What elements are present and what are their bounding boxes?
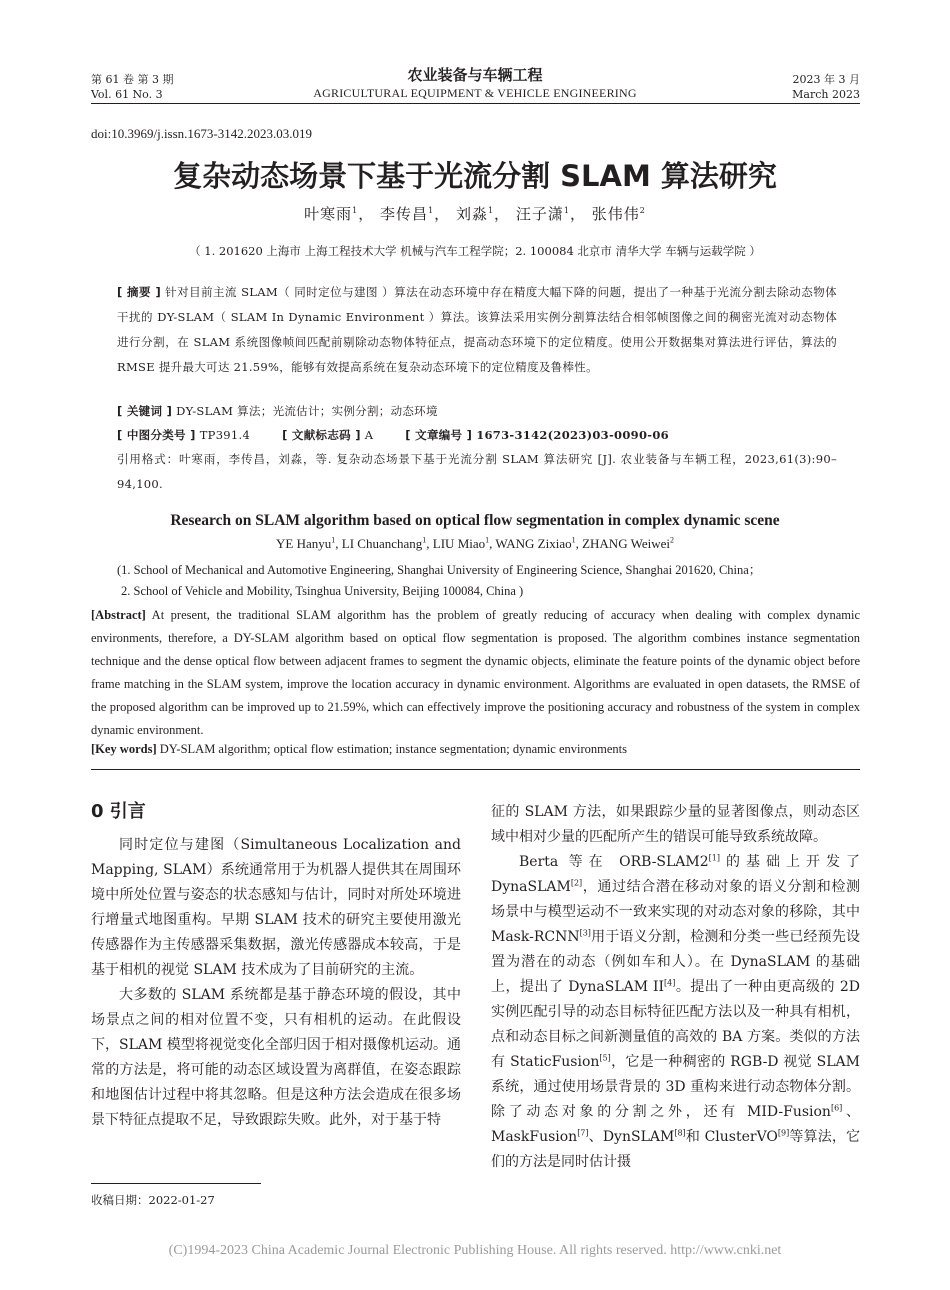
abstract-en-label: [Abstract]	[91, 608, 146, 622]
abstract-zh-label: [ 摘要 ]	[117, 285, 162, 299]
section-heading: 0 引言	[91, 801, 146, 822]
doi: doi:10.3969/j.issn.1673-3142.2023.03.019	[91, 126, 313, 141]
keywords-zh-label: [ 关键词 ]	[117, 404, 173, 418]
keywords-en-label: [Key words]	[91, 742, 157, 756]
abstract-zh-text: 针对目前主流 SLAM（ 同时定位与建图 ）算法在动态环境中存在精度大幅下降的问题，提出了一种基于光流分割去除动态物体干扰的 DY-SLAM（ SLAM In Dynamic Environment ）算法。该算法采用实例分割算法结合相邻帧图像之间的稠密光流对动态物体进行分割，在 SLAM 系统图像帧间匹配前剔除动态物体特征点，提高动态环境下的定位精度。使用公开数据集对算法进行评估，算法的 RMSE 提升最大可达 21.59%，能够有效提高系统在复杂动态环境下的定位精度及鲁棒性。	[117, 285, 837, 374]
abstract-en-text: At present, the traditional SLAM algorithm has the problem of greatly reducing of accuracy when dealing with complex dynamic environments, therefore, a DY-SLAM algorithm based on optical flow segmentation is proposed. The algorithm combines instance segmentation technique and the dense optical flow between adjacent frames to segment the dynamic objects, eliminate the feature points of the dynamic object before frame matching in the SLAM system, improve the location accuracy in dynamic environment. Algorithms are evaluated in open datasets, the RMSE of the proposed algorithm can be improved up to 21.59%, which can effectively improve the positioning accuracy and robustness of the system in complex dynamic environment.	[91, 608, 860, 737]
clc-label: [ 中图分类号 ]	[117, 428, 196, 442]
abstract-zh	[117, 280, 837, 380]
date-en: March 2023	[792, 88, 860, 101]
keywords-en-text: DY-SLAM algorithm; optical flow estimation; instance segmentation; dynamic environments	[159, 742, 628, 756]
left-column	[91, 833, 461, 1133]
author-en: LIU Miao	[432, 536, 486, 551]
journal-title-zh: 农业装备与车辆工程	[407, 66, 543, 84]
clc-value: TP391.4	[199, 428, 251, 442]
right-column	[491, 800, 860, 1175]
citation	[117, 447, 837, 497]
author-en: LI Chuanchang	[341, 536, 423, 551]
ref-8[interactable]: [8]	[674, 1128, 686, 1138]
keywords-en	[91, 738, 860, 761]
right-paragraph-1: Berta 等在 ORB-SLAM2[1]的基础上开发了 DynaSLAM[2]，通过结合潜在移动对象的语义分割和检测场景中与模型运动不一致来实现的对动态对象的移除，其中 Mask-RCNN[3]用于语义分割，检测和分类一些已经预先设置为潜在的动态（例如车和人）。在 DynaSLAM 的基础上，提出了 DynaSLAM II[4]。提出了一种由更高级的 2D 实例匹配引导的动态目标特征匹配方法以及一种具有相机，点和动态目标之间新测量值的高效的 BA 方案。类似的方法有 StaticFusion[5]，它是一种稠密的 RGB-D 视觉 SLAM 系统，通过使用场景背景的 3D 重构来进行动态物体分割。除了动态对象的分割之外，还有 MID-Fusion[6]、MaskFusion[7]、DynSLAM[8]和 ClusterVO[9]等算法，它们的方法是同时估计摄	[491, 853, 861, 1170]
issue-zh: 第 61 卷 第 3 期	[91, 73, 174, 86]
keywords-zh-text: DY-SLAM 算法；光流估计；实例分割；动态环境	[176, 404, 438, 418]
article-no-label: [ 文章编号 ]	[405, 428, 473, 442]
author-zh: 汪子潇	[515, 205, 564, 223]
ref-3[interactable]: [3]	[579, 928, 591, 938]
paper-title-zh: 复杂动态场景下基于光流分割 SLAM 算法研究	[173, 159, 777, 193]
authors-en: YE Hanyu$^1$, LI Chuanchang$^1$, LIU Miao$^1$, WANG Zixiao$^1$, ZHANG Weiwei$^2$	[276, 535, 674, 551]
authors-zh: 叶寒雨$^1$， 李传昌$^1$， 刘淼$^1$， 汪子潇$^1$， 张伟伟$^2$	[304, 205, 646, 223]
paper-title-en: Research on SLAM algorithm based on optical flow segmentation in complex dynamic scene	[170, 512, 780, 529]
abstract-en	[91, 604, 860, 742]
right-paragraph-0: 征的 SLAM 方法，如果跟踪少量的显著图像点，则动态区域中相对少量的匹配所产生的错误可能导致系统故障。	[491, 804, 860, 845]
doc-code-value: A	[364, 428, 374, 442]
ref-9[interactable]: [9]	[777, 1128, 790, 1138]
intro-paragraph-2: 大多数的 SLAM 系统都是基于静态环境的假设，其中场景点之间的相对位置不变，只有相机的运动。在此假设下，SLAM 模型将视觉变化全部归因于相对摄像机运动。通常的方法是，将可能的动态区域设置为离群值，在姿态跟踪和地图估计过程中将其忽略。但是这种方法会造成在很多场景下特征点提取不足，导致跟踪失败。此外，对于基于特	[91, 987, 461, 1128]
ref-5[interactable]: [5]	[599, 1053, 611, 1063]
intro-paragraph-1: 同时定位与建图（Simultaneous Localization and Mapping, SLAM）系统通常用于为机器人提供其在周围环境中所处位置与姿态的状态感知与估计，同时对所处环境进行增量式地图重构。早期 SLAM 技术的研究主要使用激光传感器作为主传感器采集数据，激光传感器成本较高，于是基于相机的视觉 SLAM 技术成为了目前研究的主流。	[91, 837, 461, 978]
abstract-rule	[91, 769, 860, 770]
author-zh: 张伟伟	[591, 205, 640, 223]
received-date: 收稿日期：2022-01-27	[91, 1193, 215, 1207]
author-en: YE Hanyu	[276, 536, 332, 551]
ref-4[interactable]: [4]	[664, 978, 676, 988]
author-zh: 李传昌	[380, 205, 429, 223]
citation-label: 引用格式：	[117, 452, 180, 466]
ref-2[interactable]: [2]	[570, 878, 583, 888]
footnote-rule	[91, 1183, 261, 1184]
issue-en: Vol. 61 No. 3	[91, 88, 163, 101]
header-rule	[91, 103, 860, 104]
affiliations-zh: （ 1. 201620 上海市 上海工程技术大学 机械与汽车工程学院；2. 100084 北京市 清华大学 车辆与运载学院 ）	[189, 244, 761, 258]
affiliation-en-1: (1. School of Mechanical and Automotive Engineering, Shanghai University of Engineering Science, Shanghai 201620, China；	[117, 563, 762, 577]
author-en: ZHANG Weiwei	[582, 536, 670, 551]
ref-7[interactable]: [7]	[577, 1128, 589, 1138]
author-zh: 叶寒雨	[304, 205, 353, 223]
article-no-value: 1673-3142(2023)03-0090-06	[476, 428, 669, 442]
ref-1[interactable]: [1]	[708, 853, 721, 863]
citation-text: 叶寒雨，李传昌，刘淼，等. 复杂动态场景下基于光流分割 SLAM 算法研究 [J]. 农业装备与车辆工程，2023,61(3):90–94,100.	[117, 452, 837, 491]
classification-line	[117, 423, 837, 448]
copyright-footer: (C)1994-2023 China Academic Journal Electronic Publishing House. All rights reserved. http://www.cnki.net	[168, 1243, 782, 1258]
date-zh: 2023 年 3 月	[792, 73, 860, 86]
author-zh: 刘淼	[455, 205, 488, 223]
ref-6[interactable]: [6]	[830, 1103, 843, 1113]
author-en: WANG Zixiao	[495, 536, 572, 551]
journal-title-en: AGRICULTURAL EQUIPMENT & VEHICLE ENGINEERING	[313, 86, 637, 100]
keywords-zh	[117, 399, 837, 424]
doc-code-label: [ 文献标志码 ]	[282, 428, 361, 442]
affiliation-en-2: 2. School of Vehicle and Mobility, Tsinghua University, Beijing 100084, China )	[121, 584, 524, 598]
